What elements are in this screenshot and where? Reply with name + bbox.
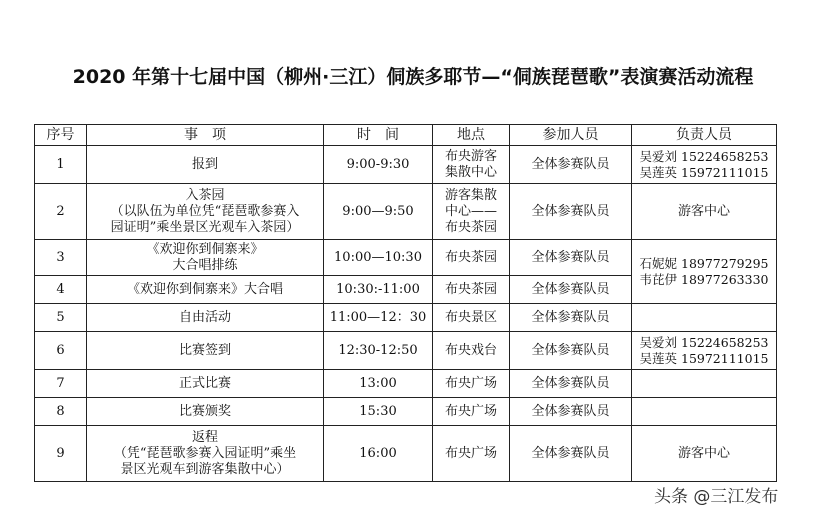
row-item [87,146,324,184]
row-item: 比赛签到 [87,332,324,370]
place-line: 布央茶园 [444,219,497,235]
place-line: 集散中心 [444,164,497,180]
row-place: 布央广场 [433,426,510,482]
row-staff [632,240,777,304]
header-no: 序号 [35,125,87,146]
row-number: 6 [35,332,87,370]
staff-line: 游客中心 [677,203,730,219]
row-place: 布央茶园 [433,240,510,276]
row-number: 7 [35,370,87,398]
page-title: 2020 年第十七届中国（柳州·三江）侗族多耶节—“侗族琵琶歌”表演赛活动流程 [72,66,754,88]
header-place: 地点 [433,125,510,146]
staff-line: 吴莲英 15972111015 [639,164,769,180]
staff-line: 韦芘伊 18977263330 [639,271,769,287]
item-line: 入茶园 [185,187,225,203]
row-time: 15:30 [324,398,433,426]
row-number: 2 [35,184,87,240]
row-place [433,146,510,184]
row-time: 10:00—10:30 [324,240,433,276]
row-item: 正式比赛 [87,370,324,398]
place-line: 游客集散 [444,187,497,203]
row-time: 12:30-12:50 [324,332,433,370]
header-participants: 参加人员 [510,125,632,146]
row-time: 10:30:-11:00 [324,276,433,304]
staff-line: 游客中心 [677,445,730,461]
staff-line: 吴爱刘 15224658253 [639,334,769,350]
row-participants: 全体参赛队员 [510,276,632,304]
table-row [35,398,777,426]
header-item: 事 项 [87,125,324,146]
table-row [35,304,777,332]
item-line: 大合唱排练 [172,257,238,273]
row-item: 比赛颁奖 [87,398,324,426]
table-row [35,146,777,184]
place-line: 布央游客 [444,148,497,164]
header-row [35,125,777,146]
row-number: 1 [35,146,87,184]
row-participants: 全体参赛队员 [510,304,632,332]
place-line: 中心—— [444,203,497,219]
row-participants: 全体参赛队员 [510,184,632,240]
item-line: 《欢迎你到侗寨来》 [146,241,264,257]
row-staff [632,332,777,370]
row-place: 布央茶园 [433,276,510,304]
item-line: （以队伍为单位凭“琵琶歌参赛入 [110,203,300,219]
row-time: 13:00 [324,370,433,398]
row-staff [632,146,777,184]
header-time: 时 间 [324,125,433,146]
row-staff [632,304,777,332]
item-line: 景区光观车到游客集散中心） [120,461,290,477]
row-number: 5 [35,304,87,332]
table-row [35,184,777,240]
schedule-table [34,124,777,482]
staff-line: 吴莲英 15972111015 [639,350,769,366]
row-number: 8 [35,398,87,426]
row-time: 9:00-9:30 [324,146,433,184]
row-place: 布央景区 [433,304,510,332]
row-time: 9:00—9:50 [324,184,433,240]
item-line: 报到 [191,156,218,172]
row-staff [632,398,777,426]
row-item [87,184,324,240]
table-row [35,332,777,370]
row-participants: 全体参赛队员 [510,332,632,370]
item-line: 园证明”乘坐景区光观车入茶园） [110,219,300,235]
row-number: 4 [35,276,87,304]
table-row [35,240,777,276]
row-number: 3 [35,240,87,276]
row-participants: 全体参赛队员 [510,370,632,398]
item-line: 返程 [191,429,218,445]
row-place: 布央广场 [433,398,510,426]
row-time: 16:00 [324,426,433,482]
staff-line: 吴爱刘 15224658253 [639,148,769,164]
row-place [433,184,510,240]
item-line: （凭“琵琶歌参赛入园证明”乘坐 [113,445,297,461]
staff-line: 石妮妮 18977279295 [639,255,769,271]
row-place: 布央戏台 [433,332,510,370]
table-row [35,426,777,482]
row-time: 11:00—12：30 [324,304,433,332]
row-participants: 全体参赛队员 [510,426,632,482]
row-participants: 全体参赛队员 [510,146,632,184]
row-item: 《欢迎你到侗寨来》大合唱 [87,276,324,304]
source-watermark: 头条 @三江发布 [652,482,780,507]
row-item [87,240,324,276]
header-staff: 负责人员 [632,125,777,146]
row-staff [632,370,777,398]
row-place: 布央广场 [433,370,510,398]
row-participants: 全体参赛队员 [510,398,632,426]
row-item: 自由活动 [87,304,324,332]
row-number: 9 [35,426,87,482]
table-row [35,370,777,398]
row-item [87,426,324,482]
row-staff [632,184,777,240]
row-staff [632,426,777,482]
row-participants: 全体参赛队员 [510,240,632,276]
